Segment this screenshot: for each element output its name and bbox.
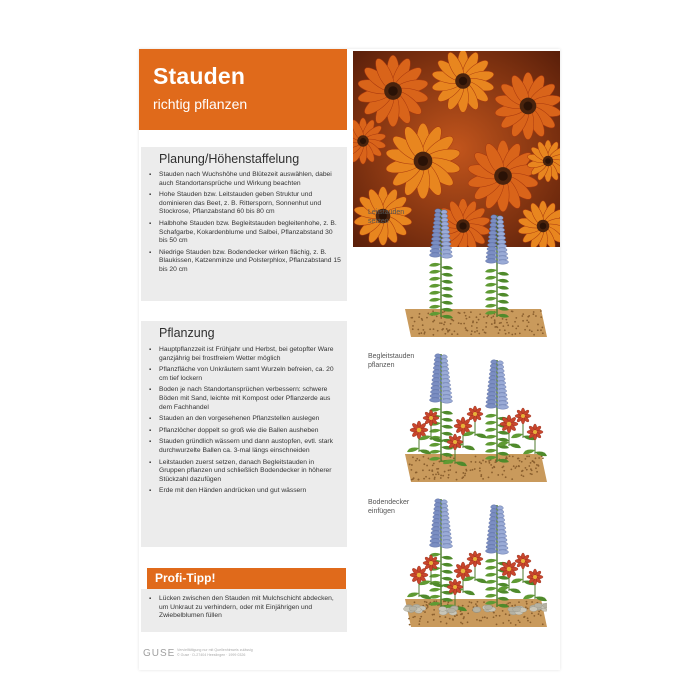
- list-item: ▪ Stauden an den vorgesehenen Pflanzstellen auslegen: [149, 415, 341, 424]
- delphinium-plant: [485, 215, 509, 318]
- page-title: Stauden: [153, 63, 246, 89]
- list-item: ▪ Lücken zwischen den Stauden mit Mulchschicht abdecken, um Unkraut zu verhindern, oder mit Einjährigen und Zwiebelblumen füllen: [149, 595, 341, 621]
- tip-panel: [141, 589, 347, 632]
- planung-list: [149, 171, 341, 278]
- illustration-leitstauden: [401, 201, 547, 337]
- pflanzung-heading: Pflanzung: [159, 326, 215, 340]
- soil-bed: [405, 599, 547, 627]
- delphinium-plant: [485, 360, 509, 463]
- illustration-bodendecker: [401, 491, 547, 627]
- planung-heading: Planung/Höhenstaffelung: [159, 152, 300, 166]
- planung-panel: [141, 147, 347, 301]
- list-item: ▪ Hauptpflanzzeit ist Frühjahr und Herbst, bei getopfter Ware ganzjährig bei frostfreiem Wetter möglich: [149, 346, 341, 363]
- poster: [139, 49, 560, 670]
- tip-heading: Profi-Tipp!: [147, 568, 346, 589]
- title-block: [139, 49, 347, 130]
- red-flower: [523, 569, 547, 601]
- red-flower: [523, 424, 547, 456]
- pflanzung-panel: [141, 321, 347, 547]
- delphinium-plant: [429, 209, 453, 319]
- soil-bed: [405, 309, 547, 337]
- step-label-bodendecker: Bodendecker einfügen: [368, 499, 410, 515]
- list-item: ▪ Stauden nach Wuchshöhe und Blütezeit auswählen, dabei auch Standortansprüche und Wirkung beachten: [149, 171, 341, 188]
- soil-bed: [405, 454, 547, 482]
- tip-list: [149, 595, 341, 624]
- list-item: ▪ Pflanzlöcher doppelt so groß wie die Ballen ausheben: [149, 427, 341, 436]
- list-item: ▪ Niedrige Stauden bzw. Bodendecker wirken flächig, z. B. Blaukissen, Katzenminze und Polsterphlox, Pflanzabstand 15 bis 20 cm: [149, 249, 341, 275]
- list-item: ▪ Erde mit den Händen andrücken und gut wässern: [149, 487, 341, 496]
- step-label-leitstauden: Leitstauden setzen: [368, 209, 405, 225]
- list-item: ▪ Stauden gründlich wässern und dann austopfen, evtl. stark durchwurzelte Ballen ca. 3-mal längs einschneiden: [149, 438, 341, 455]
- illustration-begleitstauden: [401, 346, 547, 482]
- page-subtitle: richtig pflanzen: [153, 96, 248, 112]
- list-item: ▪ Leitstauden zuerst setzen, danach Begleitstauden in Gruppen pflanzen und schließlich Bodendecker in höherer Stückzahl dazufügen: [149, 459, 341, 485]
- pflanzung-list: [149, 346, 341, 499]
- guse-logo: GUSE: [143, 648, 176, 659]
- list-item: ▪ Pflanzfläche von Unkräutern samt Wurzeln befreien, ca. 20 cm tief lockern: [149, 366, 341, 383]
- step-label-begleitstauden: Begleitstauden pflanzen: [368, 353, 415, 369]
- list-item: ▪ Hohe Stauden bzw. Leitstauden geben Struktur und dominieren das Beet, z. B. Rittersporn, Sonnenhut und Stockrose, Pflanzabstand 60 bis 80 cm: [149, 191, 341, 217]
- footer-note: Vervielfältigung nur mit Quellenhinweis zulässig © Guse · D-27404 Heeslingen · 1999 0326: [177, 648, 253, 657]
- list-item: ▪ Halbhohe Stauden bzw. Begleitstauden begleitenhohe, z. B. Schafgarbe, Kokardenblume und Salbei, Pflanzabstand 30 bis 50 cm: [149, 220, 341, 246]
- list-item: ▪ Boden je nach Standortansprüchen verbessern: schwere Böden mit Sand, leichte mit Kompost oder Pflanzerde aus dem Fachhandel: [149, 386, 341, 412]
- delphinium-plant: [485, 505, 509, 608]
